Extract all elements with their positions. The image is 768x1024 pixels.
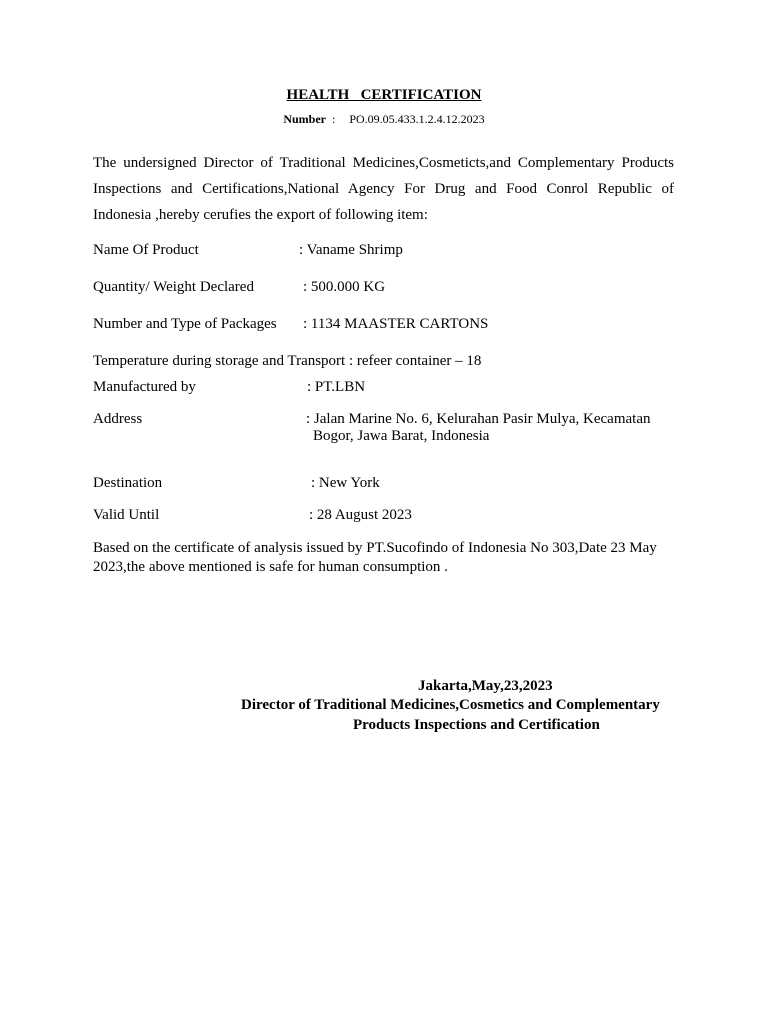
- quantity-label: Quantity/ Weight Declared: [93, 279, 254, 295]
- signature-title-line-1: Director of Traditional Medicines,Cosmetics and Complementary: [241, 697, 660, 713]
- number-label: Number: [283, 112, 326, 126]
- valid-until-label: Valid Until: [93, 507, 160, 523]
- signature-title-line-2: Products Inspections and Certification: [353, 717, 600, 733]
- temperature-line: Temperature during storage and Transport : refeer container – 18: [93, 353, 482, 369]
- document-title: HEALTH CERTIFICATION: [286, 87, 482, 103]
- address-label: Address: [93, 411, 143, 427]
- signature-place-date: Jakarta,May,23,2023: [418, 678, 553, 694]
- intro-paragraph: The undersigned Director of Traditional Medicines,Cosmeticts,and Complementary Products Inspections and Certifications,National Agency For Drug and Food Conrol Republic of Indonesia ,hereby cerufies the export of following item:: [93, 155, 674, 223]
- valid-until-value: : 28 August 2023: [309, 507, 412, 523]
- product-label: Name Of Product: [93, 242, 199, 258]
- address-value: [306, 411, 672, 445]
- packages-value: : 1134 MAASTER CARTONS: [303, 316, 489, 332]
- packages-label: Number and Type of Packages: [93, 316, 277, 332]
- destination-value: : New York: [311, 475, 380, 491]
- manufacturer-value: : PT.LBN: [307, 379, 366, 395]
- destination-label: Destination: [93, 475, 163, 491]
- product-value: : Vaname Shrimp: [299, 242, 403, 258]
- quantity-value: : 500.000 KG: [303, 279, 386, 295]
- address-line-1: : Jalan Marine No. 6, Kelurahan Pasir Mulya, Kecamatan: [306, 411, 651, 427]
- address-line-2: Bogor, Jawa Barat, Indonesia: [313, 428, 490, 444]
- number-value: PO.09.05.433.1.2.4.12.2023: [349, 112, 485, 126]
- certificate-number: [0, 112, 768, 127]
- analysis-statement: Based on the certificate of analysis issued by PT.Sucofindo of Indonesia No 303,Date 23 May 2023,the above mentioned is safe for human consumption .: [93, 540, 657, 575]
- manufacturer-label: Manufactured by: [93, 379, 196, 395]
- number-colon: :: [331, 112, 336, 126]
